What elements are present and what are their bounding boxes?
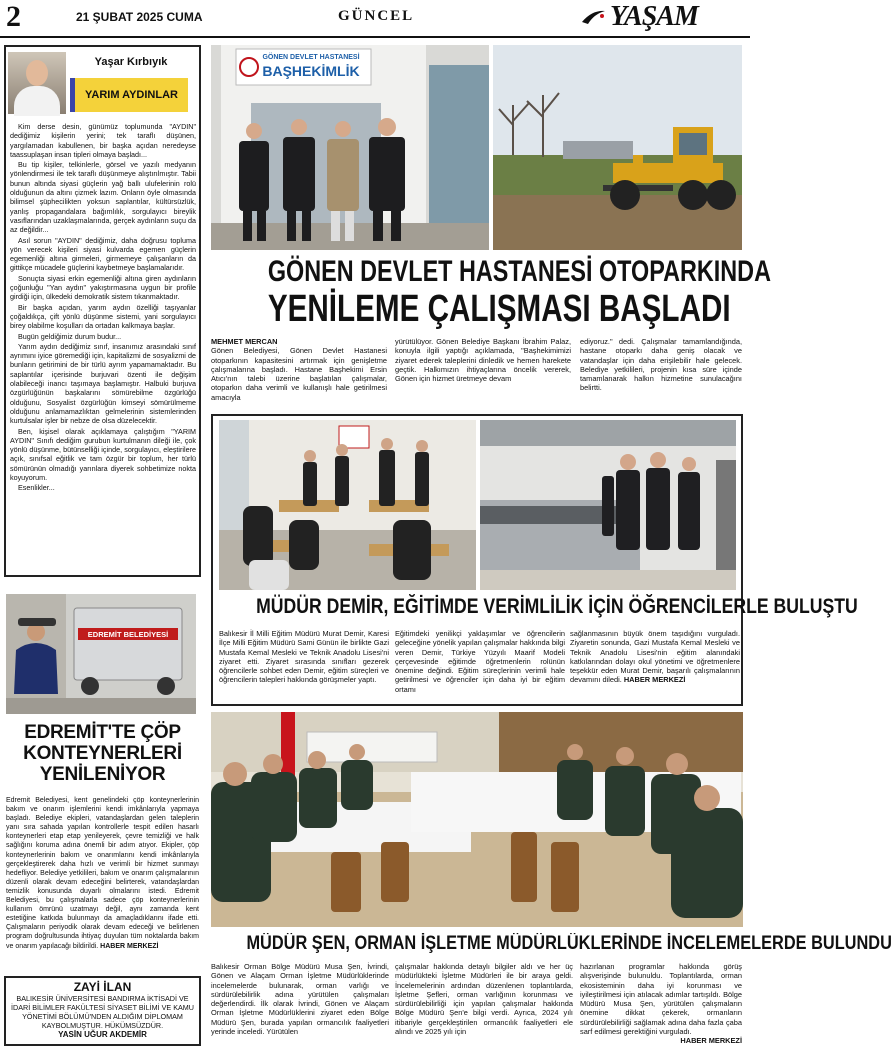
classroom-photo	[219, 420, 476, 590]
page-number: 2	[6, 0, 21, 33]
story2-signature: HABER MERKEZİ	[623, 675, 686, 685]
story1-headline-line2: YENİLEME ÇALIŞMASI BAŞLADI	[267, 288, 731, 330]
column-paragraph: Esenlikler...	[18, 483, 55, 493]
meeting-photo	[211, 712, 743, 927]
story2-column-1: Balıkesir İl Milli Eğitim Müdürü Murat Demir, Karesi İlçe Milli Eğitim Müdürü Sami Günün ile birlikte Gazi Mustafa Kemal Mesleki ve Teknik Anadolu Lisesi'ni ziyaret etti. Ziyaret sırasında sınıfları gezerek öğrencilerle sohbet eden Demir, eğitim süreçleri ve öğrencilerin talepleri hakkında görüşmeler yaptı.	[219, 629, 389, 685]
column-paragraph: Sonuçta siyasi erkin egemenliği altına giren aydınların çoğunluğu "Yan aydın" yakıştırmasına uygun bir profile girdiği için, ülkedeki demokratik sistem tıkanmaktadır.	[10, 273, 196, 302]
page-header	[0, 0, 750, 38]
story3-column-3: hazırlanan programlar hakkında görüş alışverişinde bulunuldu. Toplantılarda, orman ekosisteminin daha iyi korunması ve iyileştirilmesi için atılacak adımlar tartışıldı. Bölge Müdürü Musa Şen, yürütülen çalışmaların önemine dikkat çekerek, ormanların sürdürülebilirliği sağlamak adına daha fazla çaba sarf edilmesi gerektiğini vurguladı. HABER MERKEZİ	[580, 962, 742, 1046]
story1-byline: MEHMET MERCAN	[211, 337, 278, 346]
column-paragraph: Bugün geldiğimiz durum budur...	[18, 331, 122, 341]
column-paragraph: Asıl sorun "AYDIN" dediğimiz, daha doğrusu topluma yön verecek kişileri siyasi kulvarda egemen güçlerin egemenliği altına girmeleri, girmemeye çalışanların da gittikçe mücadele güçlerini kaybetmeye başlamalarıdır.	[10, 235, 196, 273]
column-paragraph: Bu tip kişiler, telkinlerle, görsel ve yazılı medyanın yönlendirmesi ile tek taraflı düşünmeye alıştırılmıştır. Tabii bunun altında siyasi güçlerin yağ ballı ulufelerinin rolü olduğunun da altını çizmek lazım. Onların öyle olmasında bilimsel şüphecilikten yoksun saplantılar, kültürsüzlük, yanlış propagandalara bağımlılık, sorgulayıcı bireylik vasıflarından uzaklaşmalarında, gerçek aydınların suçu da az değildir...	[10, 160, 196, 235]
column-title-badge	[70, 78, 188, 112]
author-photo	[8, 52, 66, 114]
story3-column-1: Balıkesir Orman Bölge Müdürü Musa Şen, İvrindi, Gönen ve Alaçam Orman İşletme Müdürlüklerinde incelemelerde bulunarak, orman varlığı ve sürdürülebilirlik adına yürütülen çalışmaları değerlendirdi. İlk olarak İvrindi, Gönen ve Alaçam Orman İşletme Müdürlüklerini ziyaret eden Bölge Müdürü Şen, burada yapılan ormancılık faaliyetleri yerinde inceledi. Yürütülen	[211, 962, 389, 1037]
story1-column-2: yürütülüyor. Gönen Belediye Başkanı İbrahim Palaz, konuyla ilgili yaptığı açıklamada, "Başhekimimizi ziyaret ederek taleplerini dinledik ve hemen harekete geçtik. Halkımızın ihtiyaçlarına öncelik vererek, Gönen için hizmet üretmeye devam	[395, 337, 571, 384]
story3-headline: MÜDÜR ŞEN, ORMAN İŞLETME MÜDÜRLÜKLERİNDE İNCELEMELERDE BULUNDU	[246, 933, 892, 954]
column-paragraph: Ben, kişisel olarak açıklamaya çalıştığım "YARIM AYDIN" Sınıfı dediğim gurubun kurtulmanın dileği ile, çok yönlü düşünme, bütünselliği içinde, sorgulayıcı, eleştirilere açık, sınıfsal eğitlik ve tam özgür bir toplum, her türlü sömürünün olmadığı yarınlara diyerek sohbetimize nokta koyuyorum.	[10, 426, 196, 482]
column-title: YARIM AYDINLAR	[85, 89, 178, 101]
crescent-icon	[580, 8, 606, 26]
column-paragraph: Yarım aydın dediğimiz sınıf, insanımız arasındaki sınıf ayrımını iyice göremediği için, kapitalizmi de sosyalizmi de bunların getirimini de bir türlü ayrım yapamamaktadır. Bu saplantılar içerisinde burjuvari özenti ile değişim olabileceği inancı taşımaya başlamıştır. Halbuki burjuva özgürlüğünün başkalarını sömürebilme özgürlüğü olduğunu, Sosyalist özgürlüğün kimseyi sömürülmeme olduğunu anlamamazlıktan gelmelerinin sistemlerinden kurtulsalar işler bir nebze de olsa düzelecektir.	[10, 341, 196, 426]
column-paragraph: Kim derse desin, günümüz toplumunda "AYDIN" dediğimiz kişilerin yerini; tek taraflı düşünen, yargılamadan kabullenen, bir başka açıdan neredeyse taassuplaşan insan tipleri olmaya başladı...	[10, 122, 196, 159]
story1-column-3: ediyoruz." dedi. Çalışmalar tamamlandığında, hastane otoparkı daha geniş olacak ve vatandaşlar için daha erişilebilir hale gelecek. Belediye yetkilileri, projenin kısa süre içinde tamamlanarak halkın hizmetine sunulacağını belirtti.	[580, 337, 742, 393]
section-title: GÜNCEL	[338, 8, 415, 24]
story3-signature: HABER MERKEZİ	[680, 1036, 742, 1046]
trash-container-photo	[6, 594, 196, 714]
trash-signature: HABER MERKEZİ	[100, 942, 159, 950]
lost-notice-name: YASİN UĞUR AKDEMİR	[58, 1030, 147, 1039]
column-body	[10, 122, 196, 494]
trash-body: Edremit Belediyesi, kent genelindeki çöp konteynerlerinin bakım ve onarım işlemlerini kendi imkânlarıyla yapmaya başladı. Belediye ekipleri, vatandaşlardan gelen taleplerin yanı sıra sahada yapılan kontrollerle tespit edilen hasarlı konteynerleri etap etap yenileyerek, çevre temizliği ve halk sağlığını koruma adına önemli bir adım atıyor. Ekipler, çöp konteynerlerinin bakım ve onarımlarını kendi imkânlarıyla gerçekleştirerek daha hızlı ve verimli bir hizmet sunmayı hedefliyor. Belediye yetkilileri, bakım ve onarım çalışmalarının düzenli olarak devam edeceğini belirterek, vatandaşlardan temizlik konusunda duyarlı olmalarını istedi. Edremit Belediyesi, bu çalışmalarla sadece çöp konteynerlerinin kullanım ömrünü uzatmayı değil, aynı zamanda kent estetiğine katkıda bulunmayı da amaçladıklarını ifade etti. Çalışmaların periyodik olarak devam edeceği ve belirlenen program doğrultusunda ihtiyaç duyulan tüm noktalarda bakım ve onarım yapılacağı bildirildi. HABER MERKEZİ	[6, 797, 199, 950]
column-author: Yaşar Kırbıyık	[94, 56, 168, 68]
header-rule	[0, 36, 750, 38]
story2-column-3: sağlanmasının büyük önem taşıdığını vurguladı. Ziyaretin sonunda, Gazi Mustafa Kemal Mesleki ve Teknik Anadolu Lisesi'nin eğitim alanındaki katkılarından dolayı okul yönetimi ve öğretmenlere teşekkür eden Murat Demir, başarılı çalışmalarının devamını diledi. HABER MERKEZİ	[570, 629, 740, 685]
story3-column-2: çalışmalar hakkında detaylı bilgiler aldı ve her üç müdürlükteki İşletme Müdürleri ile bir araya geldi. İncelemelerinin ardından düzenlenen toplantılarda, İşletme Şefleri, orman varlığının korunması ve sürdürülebilirliği için yapılan çalışmalar hakkında Bölge Müdürü Şen'e bilgi verdi. Ayrıca, 2024 yılı itibariyle gerçekleştirilen ormancılık faaliyetleri ele alındı ve 2025 yılı için	[395, 962, 573, 1037]
lost-notice-title: ZAYİ İLAN	[73, 980, 132, 994]
story1-column-1: MEHMET MERCAN Gönen Belediyesi, Gönen Devlet Hastanesi otoparkının kapasitesini artırmak için genişletme çalışmalarına başladı. Hastane Başhekimi Ersin Atıcı'nın talebi üzerine başlatılan çalışmalar, otoparkın daha verimli ve kullanışlı hale getirilmesi amacıyla	[211, 337, 387, 402]
story2-column-2: Eğitimdeki yenilikçi yaklaşımlar ve öğrencilerin geleceğine yönelik yapılan çalışmalar hakkında bilgi veren Demir, Türkiye Yüzyılı Maarif Modeli çerçevesinde eğitimde öğretmenlerin rolünün önemine değindi. Eğitim süreçlerinin verimli hale getirilmesi ve öğrenciler için daha iyi bir eğitim ortamı	[395, 629, 565, 694]
story2-headline: MÜDÜR DEMİR, EĞİTİMDE VERİMLİLİK İÇİN ÖĞRENCİLERLE BULUŞTU	[256, 595, 858, 618]
story1-headline-line1: GÖNEN DEVLET HASTANESİ OTOPARKINDA	[267, 255, 771, 288]
column-paragraph: Bir başka açıdan, yarım aydın özelliği taşıyanlar çoğaldıkça, çift yönlü düşünme sistemi, yani sorgulayıcı birey olabilme koşulları da ortadan kalkmaya başlar.	[10, 302, 196, 331]
sign-top: GÖNEN DEVLET HASTANESİ	[262, 54, 360, 61]
newspaper-logo	[576, 2, 746, 32]
container-label: EDREMİT BELEDİYESİ	[87, 630, 169, 639]
trash-headline: EDREMİT'TE ÇÖP KONTEYNERLERİ YENİLENİYOR	[23, 722, 182, 785]
issue-date: 21 ŞUBAT 2025 CUMA	[76, 10, 203, 24]
hospital-entrance-photo	[211, 45, 489, 250]
logo-wordmark: YAŞAM	[610, 1, 698, 32]
sign-main: BAŞHEKİMLİK	[262, 63, 360, 79]
grader-photo	[493, 45, 742, 250]
lost-notice-body: BALIKESİR ÜNİVERSİTESİ BANDIRMA İKTİSADİ VE İDARİ BİLİMLER FAKÜLTESİ SİYASET BİLİMİ VE KAMU YÖNETİMİ BÖLÜMÜ'NDEN ALDIĞIM DİPLOMAM KAYBOLMUŞTUR. HÜKÜMSÜZDÜR.	[11, 994, 194, 1030]
lost-notice	[4, 976, 201, 1046]
kitchen-photo	[480, 420, 736, 590]
